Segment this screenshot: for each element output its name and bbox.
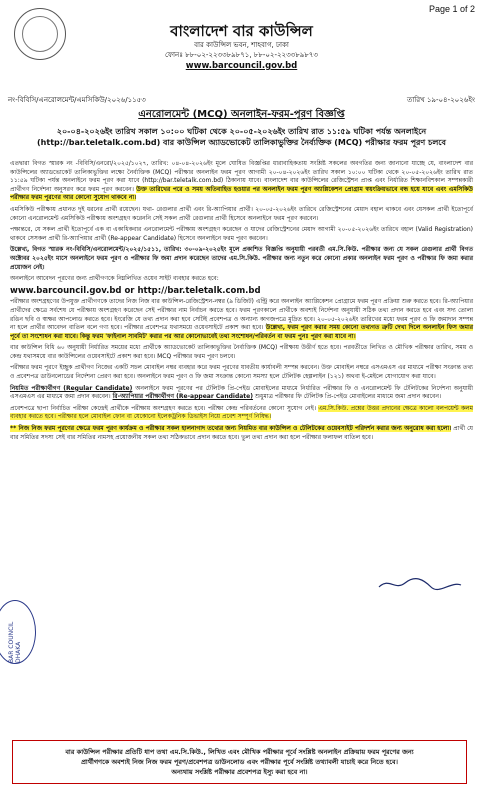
paragraph-6 <box>10 298 473 341</box>
regular-candidate-text: অনলাইনে ফরম পূরণের পর টেলিটক প্রি-পেইড মোবাইলের মাধ্যমে নির্ধারিত পরীক্ষার ফি ও এনরোলমেন্ট ফি টেলিটকের নির্দেশনা অনুযায়ী এসএমএস এর মাধ্যমে জমা প্রদান করবেন। <box>10 384 473 401</box>
paragraph-10-text: প্রবেশপত্রে ছাপা নির্বাচিত পরীক্ষা কেন্দ্রেই প্রার্থীকে পরীক্ষায় অংশগ্রহণ করতে হবে। পরীক্ষা কেন্দ্র পরিবর্তনের কোনো সুযোগ নেই। <box>10 404 316 412</box>
memo-number: নং-বিবিসি/এনরোলমেন্ট/এমসিকিউ/২০২৬/১১৫৩ <box>8 96 146 104</box>
notice-date: তারিখ ১৯-০৪-২০২৬ইং <box>406 96 475 104</box>
notice-subheading <box>10 126 473 148</box>
reappear-candidate-text: শুধুমাত্র পরীক্ষার ফি টেলিটক প্রি-পেইড মোবাইলের মাধ্যমে জমা প্রদান করবেন। <box>254 393 442 401</box>
notice-title: এনরোলমেন্ট (MCQ) অনলাইন-ফরম-পূরণ বিজ্ঞপ্তি <box>138 109 345 120</box>
paragraph-6-text: পরীক্ষার অংশগ্রহণের উপযুক্ত প্রার্থীগণকে তাদের নিজ নিজ বার কাউন্সিল-রেজিস্ট্রেশন-নম্বর (৯ ডিজিট) এন্ট্রি করে অনলাইন অ্যাপ্লিকেশন প্রোগ্রামে ফরম পূরণ প্রক্রিয়া শুরু করতে হবে। রি-অ্যাপিয়ার প্রার্থীদের ক্ষেত্রে সর্বশেষ যে পরীক্ষায় অংশগ্রহণ করেছেন সেই পরীক্ষার নাম নির্বাচন করতে হবে। ফরম পূরণকালে প্রার্থীকে অবশ্যই নির্দেশনা অনুযায়ী সঠিক তথ্য প্রদান করতে হবে এবং সদ্য তোলা রঙিন ছবি ও স্বাক্ষর আপলোড করতে হবে। ইংরেজি যে তথ্য প্রদান করা হবে সেটিই প্রবেশপত্র ও অন্যান্য কাগজপত্রে মুদ্রিত হবে। ২০-০৫-২০২৬ইং তারিখের মধ্যে ফরম পূরণ ও ফি জমাদান সম্পন্ন না হলে প্রার্থীর আবেদন বাতিল বলে গণ্য হবে। পরীক্ষার প্রবেশপত্র যথাসময়ে ওয়েবসাইটে প্রকাশ করা হবে। <box>10 298 473 332</box>
paragraph-10 <box>10 405 473 422</box>
paragraph-11-highlight: ** নিজ নিজ ফরম পূরণের ক্ষেত্রে ফরম পূরণ কার্যক্রম ও পরীক্ষার সকল হালনাগাদ তথ্যের জন্য নিয়মিত বার কাউন্সিল ও টেলিটকের ওয়েবসাইট পরিদর্শন করার জন্য অনুরোধ করা হলো। <box>10 425 452 433</box>
footer-notice-box <box>12 740 467 784</box>
paragraph-6-highlight: উল্লেখ্য, ফরম পূরণ করার সময় কোনো তথ্যগত ত্রুটি দেখা দিলে অনলাইন ফিস জমার পূর্বে তা সংশোধন করা যাবে। কিন্তু ফরম 'ফাইনাল সাবমিট' করার পর আর কোনোভাবেই তথ্য সংশোধন/পরিবর্তন বা ফরম পুনঃ পূরণ করা যাবে না। <box>10 324 474 340</box>
footer-line-2: প্রার্থীগণকে অবশ্যই নিজ নিজ ফরম পূরণ/প্রবেশপত্র ডাউনলোড এবং পরীক্ষার পূর্বে সংশ্লিষ্ট তথ্যাবলী যাচাই করে নিতে হবে। <box>81 758 398 766</box>
paragraph-1 <box>10 160 473 203</box>
paragraph-1-text: এতদ্বারা বিগত স্মারক নং -বিবিসি/এনরো/২০২৫/১০২৭, তারিখ: ০৪-০৪-২০২৬ইং মূলে ঘোষিত বিজ্ঞপ্তির ধারাবাহিকতায় সংশ্লিষ্ট সকলের অবগতির জন্য জানানো যাচ্ছে যে, বাংলাদেশ বার কাউন্সিলের অ্যাডভোকেট তালিকাভুক্তির লক্ষ্যে নৈর্ব্যক্তিক (MCQ) পরীক্ষার অনলাইন ফরম পূরণ আগামী ২০-০৪-২০২৬ইং তারিখ সকাল ১০:০০ ঘটিকা থেকে ২০-০৫-২০২৬ইং তারিখ রাত ১১:৫৯ ঘটিকা পর্যন্ত অনলাইনে ফরম পূরণ করা যাবে (http://bar.teletalk.com.bd) ঠিকানায় যাবে। বাংলাদেশ বার কাউন্সিলের রেজিস্ট্রেশন প্রাপ্ত এবং নির্ধারিত শিক্ষানবিশকাল সম্পন্নকারী প্রার্থীগণ নির্দেশনা অনুসরণ করে ফরম পূরণ করবেন। <box>10 160 473 193</box>
reappear-candidate-label: রি-অ্যাপিয়ার পরীক্ষার্থীগণ (Re-appear Candidate) <box>112 393 253 401</box>
subhead-line-1: ২০-০৪-২০২৬ইং তারিখ সকাল ১০:০০ ঘটিকা থেকে ২০-০৫-২০২৬ইং তারিখ রাত ১১:৫৯ ঘটিকা পর্যন্ত অনলাইনে <box>56 127 427 136</box>
notice-body <box>10 160 473 445</box>
organization-phone: ফোনঃ ৮৮-০২-২২৩৩৮৯৮৭১, ৮৮-০২-২২৩৩৮৯৮৭৩ <box>165 51 318 59</box>
regular-candidate-label: নিয়মিত পরীক্ষার্থীগণ (Regular Candidate) <box>10 384 133 392</box>
subhead-line-2: (http://bar.teletalk.com.bd) বার কাউন্সিল অ্যাডভোকেট তালিকাভুক্তির নৈর্ব্যক্তিক (MCQ) পরীক্ষার ফরম পূরণ চলবে <box>37 138 446 147</box>
footer-line-3: অন্যথায় সংশ্লিষ্ট পরীক্ষার প্রবেশপত্র ইস্যু করা হবে না। <box>171 768 308 776</box>
paragraph-4: উল্লেখ্য, বিগত স্মারক নং-বিবিসি/এনরোলমেন্ট/২০২৫/১৫১১, তারিখ: ৩০-০৯-২০২৫ইং মূলে প্রকাশিত বিজ্ঞপ্তি অনুযায়ী পরবর্তী এম.সি.কিউ. পরীক্ষার জন্য যে সকল রেগুলার প্রার্থী বিগত অক্টোবর ২০২৫ইং মাসে অনলাইনে ফরম পূরণ ও পরীক্ষার ফি জমা প্রদান করেছেন তাদের এম.সি.কিউ. পরীক্ষার জন্য নতুন করে কোনো প্রকার অনলাইন ফরম পূরণ ও পরীক্ষার ফি জমা করার প্রয়োজন নেই। <box>10 246 473 271</box>
paragraph-9 <box>10 385 473 402</box>
organization-address: বার কাউন্সিল ভবন, শাহবাগ, ঢাকা <box>194 41 289 49</box>
paragraph-2: এমসিকিউ পরীক্ষায় প্রধানত দুই ধরনের প্রার্থী রয়েছেন। যথা- রেগুলার প্রার্থী এবং রি-অ্যাপিয়ার প্রার্থী। ২০-০৫-২০২৬ইং তারিখে রেজিস্ট্রেশনের মেয়াদ বহাল থাকবে এবং যেসকল প্রার্থী ইতোপূর্বে কোনো এনরোলমেন্ট এমসিকিউ পরীক্ষায় অংশগ্রহণ করেননি সেই সকল প্রার্থী রেগুলার প্রার্থী হিসেবে অনলাইনে ফরম পূরণ করবেন। <box>10 205 473 222</box>
organization-title: বাংলাদেশ বার কাউন্সিল <box>170 22 313 40</box>
website-links[interactable]: www.barcouncil.gov.bd or http://bar.teletalk.com.bd <box>10 285 261 296</box>
paragraph-10-highlight: এম.সি.কিউ. প্রশ্নের উত্তর প্রদানের ক্ষেত্রে কালো বলপয়েন্ট কলম ব্যবহার করতে হবে। পরীক্ষার হলে মোবাইল ফোন বা যেকোনো ইলেকট্রনিক ডিভাইস নিয়ে প্রবেশ সম্পূর্ণ নিষিদ্ধ। <box>10 404 473 421</box>
paragraph-5: অনলাইনে আবেদন পূরণের জন্য প্রার্থীগণকে নিম্নলিখিত ওয়েব সাইট ব্যবহার করতে হবে: <box>10 275 219 283</box>
paragraph-1-highlight: উক্ত তারিখের পরে ও সময় অতিবাহিত হওয়ার পর অনলাইন ফরম পূরণ অ্যাপ্লিকেশন প্রোগ্রাম স্বয়ংক্রিয়ভাবে বন্ধ হয়ে যাবে এবং এমসিকিউ পরীক্ষার ফরম পূরণের আর কোনো সুযোগ থাকবে না। <box>10 185 473 202</box>
office-stamp <box>0 600 36 664</box>
paragraph-7: বার কাউন্সিল বিধি ৬০ অনুযায়ী নির্ধারিত সময়ের মধ্যে প্রার্থীকে অ্যাডভোকেট তালিকাভুক্তির নৈর্ব্যক্তিক (MCQ) পরীক্ষায় উত্তীর্ণ হতে হবে। পরবর্তীতে লিখিত ও মৌখিক পরীক্ষার তারিখ, সময় ও কেন্দ্র যথাসময়ে বার কাউন্সিলের ওয়েবসাইটে প্রকাশ করা হবে। MCQ পরীক্ষার ফরম পূরণ চলবে। <box>10 344 473 360</box>
page-number: Page 1 of 2 <box>428 4 475 14</box>
organization-website-link[interactable]: www.barcouncil.gov.bd <box>185 61 298 71</box>
reference-row <box>8 94 475 106</box>
paragraph-11 <box>10 425 473 442</box>
signature-icon <box>375 575 465 593</box>
footer-line-1: বার কাউন্সিল পরীক্ষার প্রতিটি ধাপ তথা এম.সি.কিউ., লিখিত এবং মৌখিক পরীক্ষার পূর্বে সংশ্লিষ্ট অনলাইন প্রক্রিয়ায় ফরম পূরণের জন্য <box>65 748 414 756</box>
paragraph-8: পরীক্ষার ফরম পূরণে ইচ্ছুক প্রার্থীগণ নিজের একটি সচল মোবাইল নম্বর ব্যবহার করে ফরম পূরণের যাবতীয় কার্যাবলী সম্পন্ন করবেন। উক্ত মোবাইল নম্বরে এসএমএস এর মাধ্যমে পরীক্ষা সংক্রান্ত তথ্য ও প্রবেশপত্র ডাউনলোডের নির্দেশনা প্রেরণ করা হবে। অনলাইনে ফরম পূরণ ও ফি জমা সংক্রান্ত কোনো সমস্যা হলে টেলিটক হেল্পলাইন (১২১) অথবা ই-মেইলে যোগাযোগ করা যাবে। <box>10 364 473 381</box>
paragraph-11-text: প্রার্থী যে বার সমিতির সদস্য সেই বার সমিতির নামসহ প্রয়োজনীয় সকল তথ্য সঠিকভাবে প্রদান করতে হবে। ভুল তথ্য প্রদান করা হলে পরীক্ষার ফলাফল বাতিল হবে। <box>10 425 473 441</box>
stamp-text: BAR COUNCIL DHAKA <box>8 621 22 663</box>
paragraph-3: পক্ষান্তরে, যে সকল প্রার্থী ইতোপূর্বে এক বা একাধিকবার এনরোলমেন্ট পরীক্ষায় অংশগ্রহণ করেছেন ও যাদের রেজিস্ট্রেশনের মেয়াদ আগামী ২০-০৫-২০২৬ইং তারিখে বহাল (Valid Registration) থাকবে সেসকল প্রার্থী রি-অ্যাপিয়ার প্রার্থী (Re-appear Candidate) হিসেবে অনলাইনে ফরম পূরণ করবেন। <box>10 226 473 242</box>
letterhead <box>0 22 483 72</box>
